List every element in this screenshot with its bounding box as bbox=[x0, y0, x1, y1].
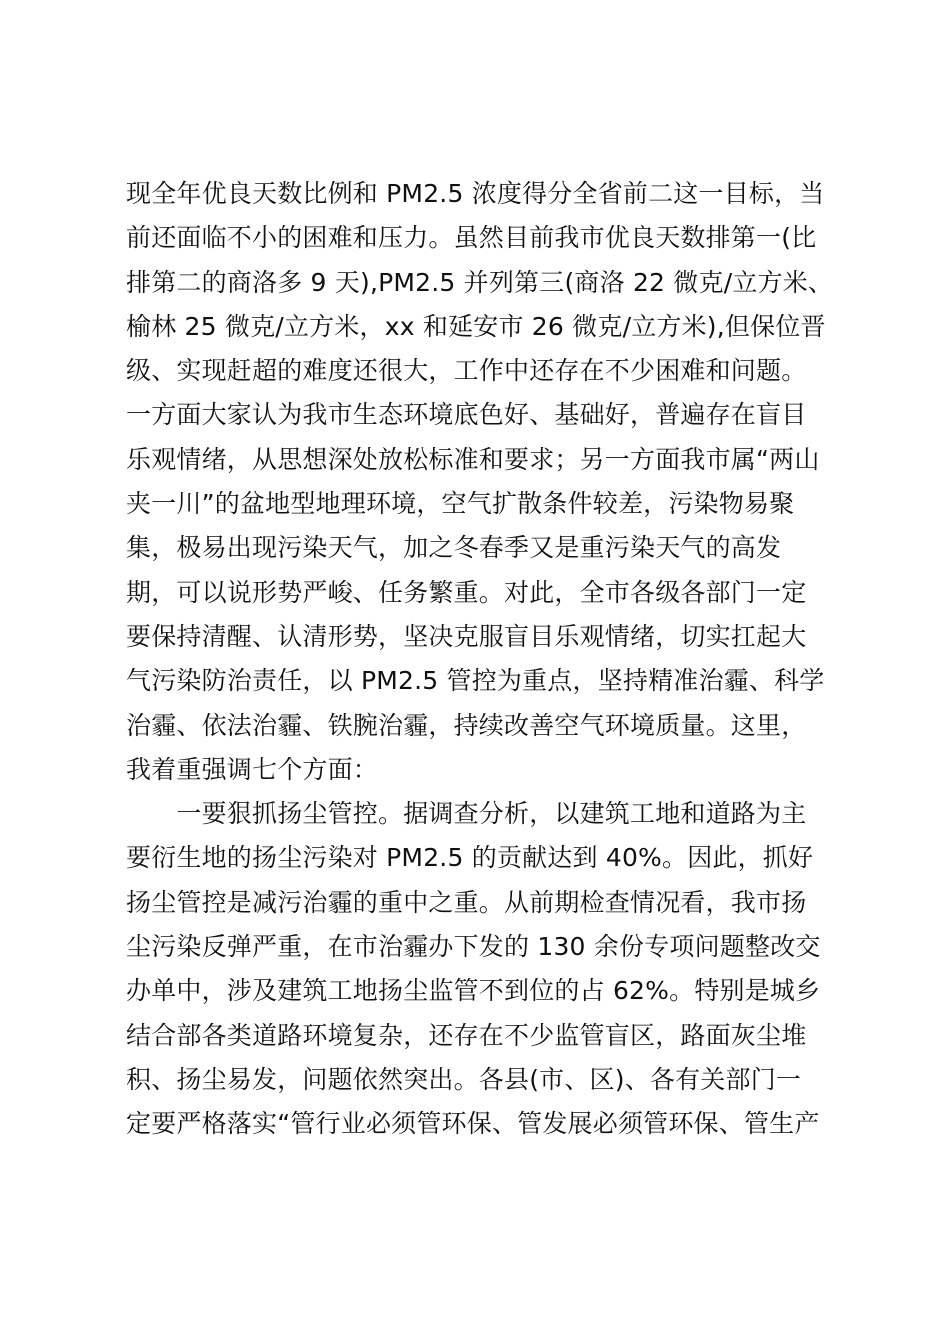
text-line: 期，可以说形势严峻、任务繁重。对此，全市各级各部门一定 bbox=[126, 577, 807, 607]
text-line: 一方面大家认为我市生态环境底色好、基础好，普遍存在盲目 bbox=[126, 400, 807, 430]
text-line: 治霾、依法治霾、铁腕治霾，持续改善空气环境质量。这里， bbox=[126, 710, 807, 740]
body-text bbox=[126, 172, 836, 1147]
text-line: 结合部各类道路环境复杂，还存在不少监管盲区，路面灰尘堆 bbox=[126, 1020, 807, 1050]
text-line: 夹一川”的盆地型地理环境，空气扩散条件较差，污染物易聚 bbox=[126, 489, 795, 519]
text-line: 排第二的商洛多 9 天),PM2.5 并列第三(商洛 22 微克/立方米、 bbox=[126, 267, 834, 297]
text-line: 前还面临不小的困难和压力。虽然目前我市优良天数排第一(比 bbox=[126, 223, 817, 253]
text-line: 集，极易出现污染天气，加之冬春季又是重污染天气的高发 bbox=[126, 533, 782, 563]
text-line: 气污染防治责任，以 PM2.5 管控为重点，坚持精准治霾、科学 bbox=[126, 666, 825, 696]
text-line: 我着重强调七个方面： bbox=[126, 754, 379, 784]
text-line: 积、扬尘易发，问题依然突出。各县(市、区)、各有关部门一 bbox=[126, 1064, 802, 1094]
text-line: 现全年优良天数比例和 PM2.5 浓度得分全省前二这一目标，当 bbox=[126, 179, 825, 208]
text-line: 尘污染反弹严重，在市治霾办下发的 130 余份专项问题整改交 bbox=[126, 932, 821, 962]
text-line: 一要狠抓扬尘管控。据调查分析，以建筑工地和道路为主 bbox=[126, 799, 807, 829]
text-line: 要保持清醒、认清形势，坚决克服盲目乐观情绪，切实扛起大 bbox=[126, 621, 807, 651]
text-line: 办单中，涉及建筑工地扬尘监管不到位的占 62%。特别是城乡 bbox=[126, 976, 821, 1006]
text-line: 级、实现赶超的难度还很大，工作中还存在不少困难和问题。 bbox=[126, 356, 807, 386]
text-line: 扬尘管控是减污治霾的重中之重。从前期检查情况看，我市扬 bbox=[126, 887, 807, 917]
text-line: 定要严格落实“管行业必须管环保、管发展必须管环保、管生产 bbox=[126, 1109, 820, 1139]
text-line: 要衍生地的扬尘污染对 PM2.5 的贡献达到 40%。因此，抓好 bbox=[126, 843, 814, 873]
text-line: 乐观情绪，从思想深处放松标准和要求；另一方面我市属“两山 bbox=[126, 444, 820, 474]
text-line: 榆林 25 微克/立方米，xx 和延安市 26 微克/立方米),但保位晋 bbox=[126, 311, 826, 341]
